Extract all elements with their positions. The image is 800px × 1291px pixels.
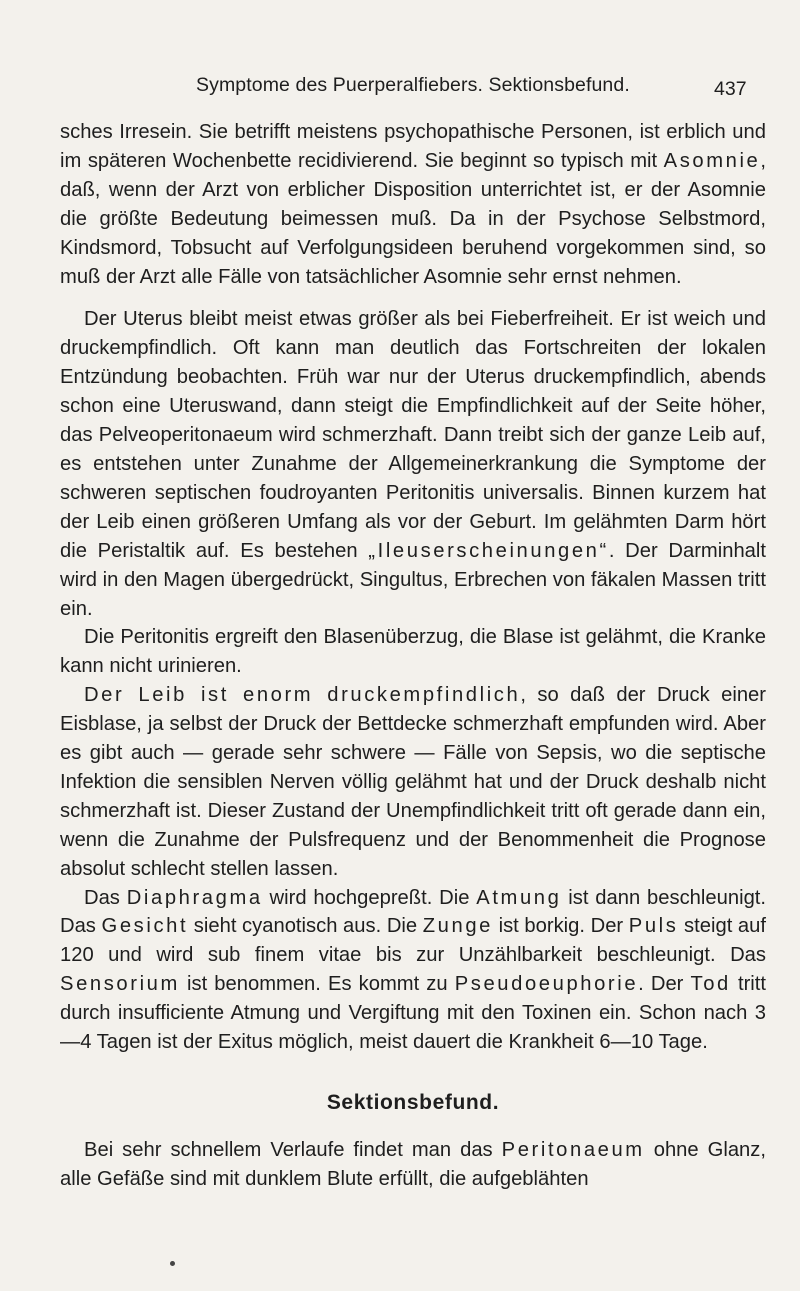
- section-heading: Sektionsbefund.: [326, 1091, 500, 1114]
- paragraph-3: Die Peritonitis ergreift den Blasenüberzug, die Blase ist gelähmt, die Kranke kann nicht urinieren.: [60, 626, 766, 678]
- running-header: [196, 74, 790, 106]
- spaced-term: Zunge: [422, 915, 493, 938]
- paragraph-1: sches Irresein. Sie betrifft meistens psychopathische Personen, ist erblich und im späteren Wochenbette recidivierend. Sie beginnt so typisch mit Asomnie, daß, wenn der Arzt von erblicher Disposition unterrichtet ist, er der Asomnie die größte Bedeutung beimessen muß. Da in der Psychose Selbstmord, Kindsmord, Tobsucht auf Verfolgungsideen beruhend vorgekommen sind, so muß der Arzt alle Fälle von tatsächlicher Asomnie sehr ernst nehmen.: [60, 121, 766, 288]
- spaced-term: Puls: [628, 915, 679, 938]
- spaced-term: Tod: [690, 973, 731, 996]
- spaced-term: Atmung: [476, 886, 562, 909]
- spaced-term: Der Leib ist enorm druckempfindlich: [84, 684, 521, 707]
- page-number: 437: [714, 78, 747, 100]
- spaced-term: Gesicht: [101, 915, 189, 938]
- paragraph-4: Der Leib ist enorm druckempfindlich, so daß der Druck einer Eisblase, ja selbst der Druck der Bettdecke schmerzhaft empfunden wird. Aber es gibt auch — gerade sehr schwere — Fälle von Sepsis, wo die septische Infektion die sensiblen Nerven völlig gelähmt hat und der Druck deshalb nicht schmerzhaft ist. Dieser Zustand der Unempfindlichkeit tritt oft gerade dann ein, wenn die Zunahme der Pulsfrequenz und der Benommenheit die Prognose absolut schlecht stellen lassen.: [60, 684, 767, 880]
- body-text: [60, 118, 766, 1194]
- spaced-term: „Ileuserscheinungen“: [368, 539, 609, 562]
- spaced-term: Peritonaeum: [501, 1138, 645, 1161]
- paragraph-2: Der Uterus bleibt meist etwas größer als bei Fieberfreiheit. Er ist weich und druckempfindlich. Oft kann man deutlich das Fortschreiten der lokalen Entzündung beobachten. Früh war nur der Uterus druckempfindlich, abends schon eine Uteruswand, dann steigt die Empfindlichkeit auf der Seite höher, das Pelveoperitonaeum wird schmerzhaft. Dann treibt sich der ganze Leib auf, es entstehen unter Zunahme der Allgemeinerkrankung die Symptome der schweren septischen foudroyanten Peritonitis universalis. Binnen kurzem hat der Leib einen größeren Umfang als vor der Geburt. Im gelähmten Darm hört die Peristaltik auf. Es bestehen „Ileuserscheinungen“. Der Darminhalt wird in den Magen übergedrückt, Singultus, Erbrechen von fäkalen Massen tritt ein.: [60, 308, 766, 620]
- spaced-term: Diaphragma: [126, 886, 263, 909]
- ink-speck: [170, 1261, 175, 1266]
- running-title: Symptome des Puerperalfiebers. Sektionsbefund.: [196, 74, 630, 96]
- paragraph-6: Bei sehr schnellem Verlaufe findet man das Peritonaeum ohne Glanz, alle Gefäße sind mit dunklem Blute erfüllt, die aufgeblähten: [60, 1138, 766, 1190]
- spaced-term: Pseudoeuphorie: [454, 973, 639, 996]
- spaced-term: Asomnie: [663, 149, 761, 172]
- spaced-term: Sensorium: [60, 973, 180, 996]
- paragraph-5: Das Diaphragma wird hochgepreßt. Die Atmung ist dann beschleunigt. Das Gesicht sieht cyanotisch aus. Die Zunge ist borkig. Der Puls steigt auf 120 und wird sub finem vitae bis zur Unzählbarkeit beschleunigt. Das Sensorium ist benommen. Es kommt zu Pseudoeuphorie. Der Tod tritt durch insufficiente Atmung und Vergiftung mit den Toxinen ein. Schon nach 3—4 Tagen ist der Exitus möglich, meist dauert die Krankheit 6—10 Tage.: [60, 886, 767, 1054]
